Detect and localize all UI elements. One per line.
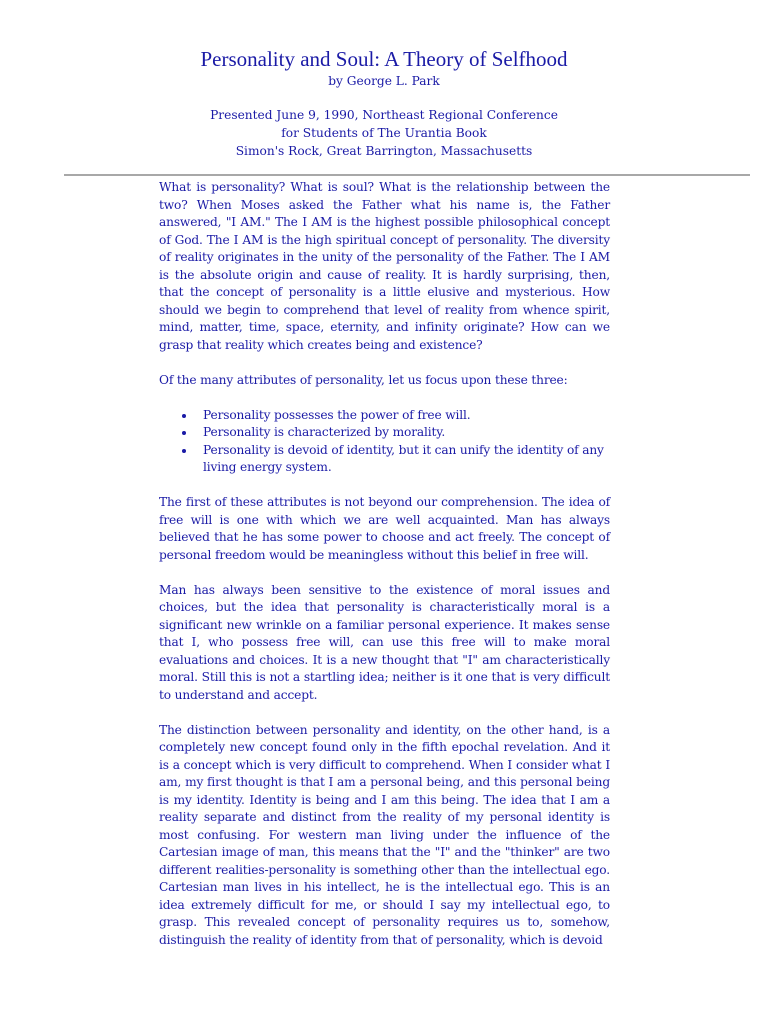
document-body — [159, 179, 610, 967]
bullet-icon — [182, 449, 186, 453]
list-item-text: Personality possesses the power of free will. — [203, 407, 471, 422]
conference-line: for Students of The Urantia Book — [281, 126, 487, 140]
horizontal-divider — [64, 174, 750, 176]
author-byline: by George L. Park — [328, 74, 440, 88]
list-item — [203, 424, 610, 442]
list-item-text: Personality is devoid of identity, but it can unify the identity of any living energy system. — [203, 442, 604, 474]
conference-line: Presented June 9, 1990, Northeast Regional Conference — [210, 108, 558, 122]
list-item-text: Personality is characterized by morality. — [203, 425, 446, 439]
body-paragraph: Man has always been sensitive to the existence of moral issues and choices, but the idea that personality is characteristically moral is a significant new wrinkle on a familiar personal experience. It makes sense that I, who possess free will, can use this free will to make moral evaluations and choices. It is a new thought that "I" am characteristically moral. Still this is not a startling idea; neither is it one that is very difficult to understand and accept. — [159, 582, 610, 702]
body-paragraph: What is personality? What is soul? What is the relationship between the two? When Moses asked the Father what his name is, the Father answered, "I AM." The I AM is the highest possible philosophical concept of God. The I AM is the high spiritual concept of personality. The diversity of reality originates in the unity of the personality of the Father. The I AM is the absolute origin and cause of reality. It is hardly surprising, then, that the concept of personality is a little elusive and mysterious. How should we begin to comprehend that level of reality from whence spirit, mind, matter, time, space, eternity, and infinity originate? How can we grasp that reality which creates being and existence? — [159, 180, 610, 352]
attribute-list — [159, 407, 610, 477]
bullet-icon — [182, 414, 186, 418]
conference-info — [0, 106, 768, 160]
body-paragraph: Of the many attributes of personality, let us focus upon these three: — [159, 372, 568, 387]
body-paragraph: The first of these attributes is not beyond our comprehension. The idea of free will is one with which we are well acquainted. Man has always believed that he has some power to choose and act freely. The concept of personal freedom would be meaningless without this belief in free will. — [159, 495, 610, 562]
list-item — [203, 442, 610, 477]
conference-line: Simon's Rock, Great Barrington, Massachusetts — [235, 144, 533, 158]
body-paragraph: The distinction between personality and identity, on the other hand, is a completely new concept found only in the fifth epochal revelation. And it is a concept which is very difficult to comprehend. When I consider what I am, my first thought is that I am a personal being, and this personal being is my identity. Identity is being and I am this being. The idea that I am a reality separate and distinct from the reality of my personal identity is most confusing. For western man living under the influence of the Cartesian image of man, this means that the "I" and the "thinker" are two different realities-personality is something other than the intellectual ego. Cartesian man lives in his intellect, he is the intellectual ego. This is an idea extremely difficult for me, or should I say my intellectual ego, to grasp. This revealed concept of personality requires us to, somehow, distinguish the reality of identity from that of personality, which is devoid — [159, 722, 610, 947]
list-item — [203, 407, 610, 425]
document-header — [0, 46, 768, 160]
bullet-icon — [182, 431, 186, 435]
document-title: Personality and Soul: A Theory of Selfhood — [200, 47, 568, 71]
